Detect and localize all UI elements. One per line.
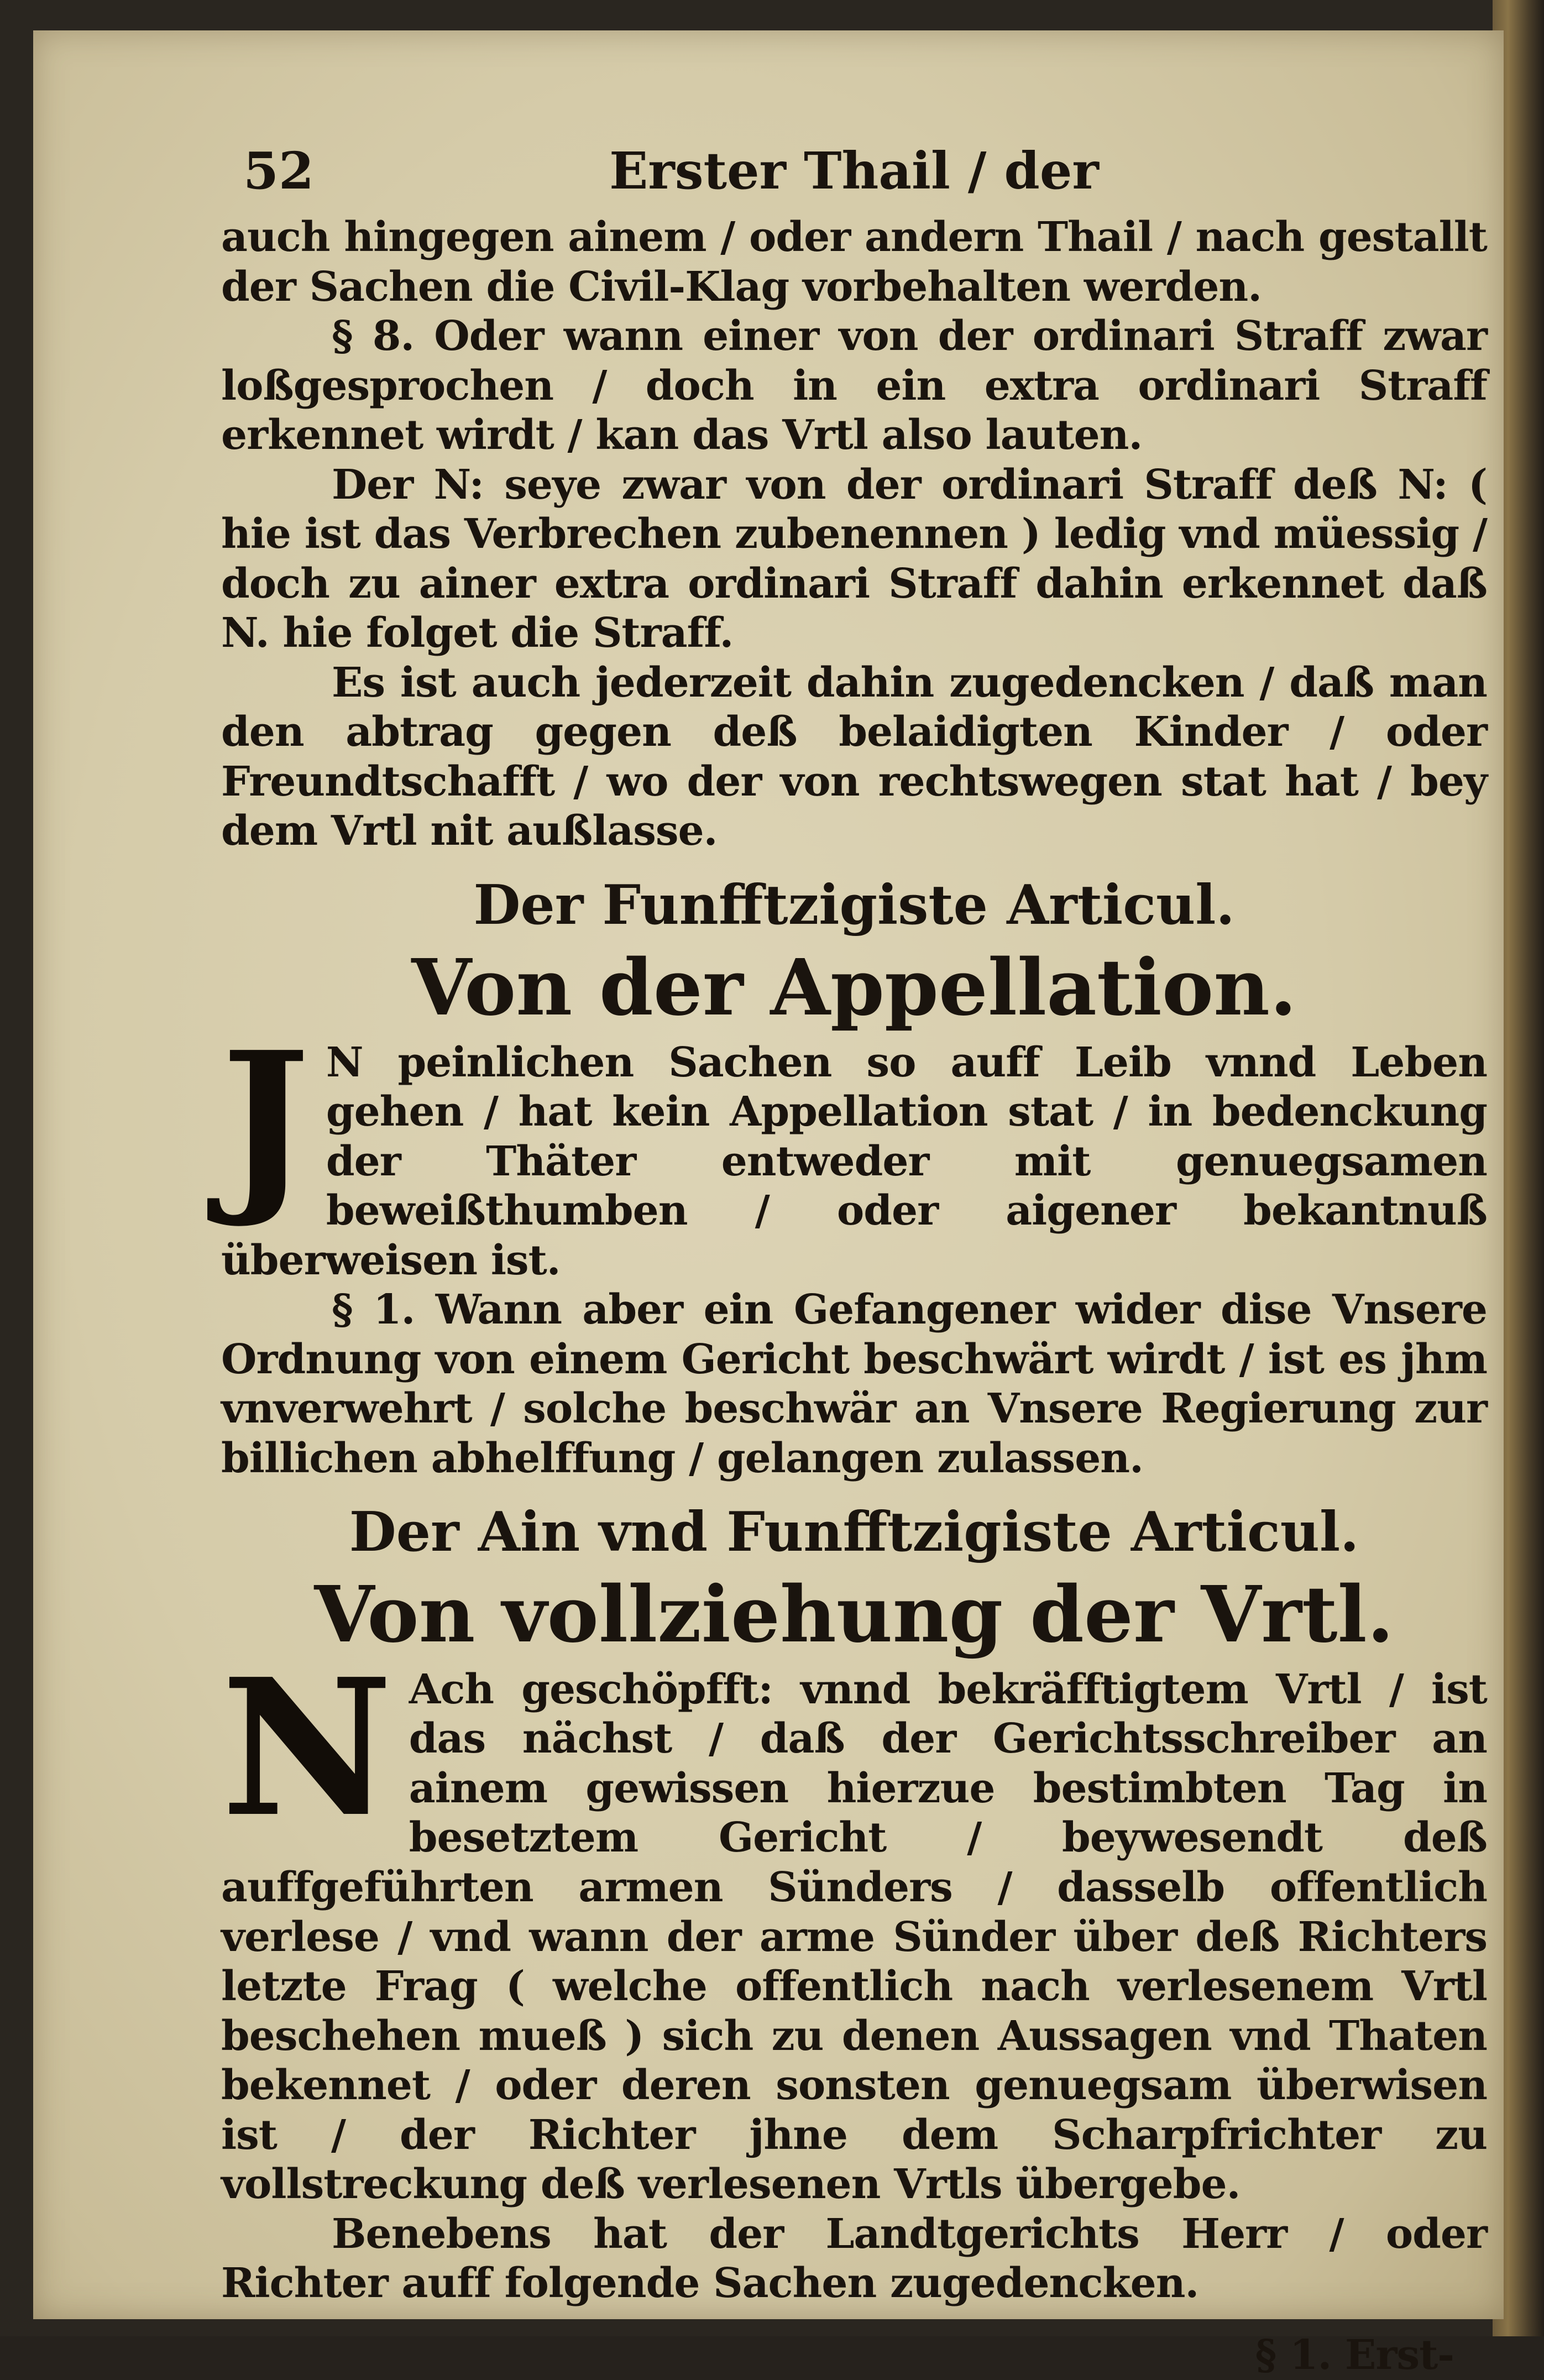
article-50-heading: Der Funfftzigiste Articul. xyxy=(473,873,1235,937)
article-51-body xyxy=(221,1638,1487,2210)
article-50-body xyxy=(221,1011,1487,1286)
article-51-title: Von vollziehung der Vrtl. xyxy=(314,1569,1394,1660)
article-50-text: N peinlichen Sachen so auff Leib vnnd Leben gehen / hat kein Appellation stat / in bedenckung der Thäter entweder mit genuegsamen beweißthumben / oder aigener bekantnuß überweisen ist. xyxy=(221,1038,1487,1284)
paragraph-section-8: § 8. Oder wann einer von der ordinari Straff zwar loßgesprochen / doch in ein extra ordinari Straff erkennet wirdt / kan das Vrtl also lauten. xyxy=(221,312,1487,459)
page-content xyxy=(221,124,1487,2380)
article-51-text: Ach geschöpfft: vnnd bekräfftigtem Vrtl / ist das nächst / daß der Gerichtsschreiber an ainem gewissen hierzue bestimbten Tag in besetztem Gericht / beywesendt deß auffgeführten armen Sünders / dasselb offentlich verlese / vnd wann der arme Sünder über deß Richters letzte Frag ( welche offentlich nach verlesenem Vrtl beschehen mueß ) sich zu denen Aussagen vnd Thaten bekennet / oder deren sonsten genuegsam überwisen ist / der Richter jhne dem Scharpfrichter zu vollstreckung deß verlesenen Vrtls übergebe. xyxy=(221,1665,1487,2209)
paragraph-continuation: auch hingegen ainem / oder andern Thail / nach gestallt der Sachen die Civil-Klag vorbehalten werden. xyxy=(221,213,1487,311)
catchword: § 1. Erst- xyxy=(1255,2331,1454,2379)
running-head xyxy=(221,124,1487,213)
article-50-title: Von der Appellation. xyxy=(411,942,1297,1033)
paragraph-reminder: Es ist auch jederzeit dahin zugedencken / daß man den abtrag gegen deß belaidigten Kinder / oder Freundtschafft / wo der von rechtswegen stat hat / bey dem Vrtl nit außlasse. xyxy=(221,658,1487,855)
article-51-closing: Benebens hat der Landtgerichts Herr / oder Richter auff folgende Sachen zugedencken. xyxy=(221,2210,1487,2308)
article-50-section-1: § 1. Wann aber ein Gefangener wider dise Vnsere Ordnung von einem Gericht beschwärt wirdt / ist es jhm vnverwehrt / solche beschwär an Vnsere Regierung zur billichen abhelffung / gelangen zulassen. xyxy=(221,1286,1487,1482)
paragraph-verdict-formula: Der N: seye zwar von der ordinari Straff deß N: ( hie ist das Verbrechen zubenennen ) ledig vnd müessig / doch zu ainer extra ordinari Straff dahin erkennet daß N. hie folget die Straff. xyxy=(221,461,1487,657)
book-page xyxy=(33,30,1504,2379)
dropcap-letter-j: J xyxy=(221,1011,310,1232)
page-number: 52 xyxy=(243,141,315,201)
running-title: Erster Thail / der xyxy=(609,141,1099,201)
article-51-heading: Der Ain vnd Funfftzigiste Articul. xyxy=(349,1500,1359,1565)
dropcap-letter-n: N xyxy=(221,1638,392,1859)
